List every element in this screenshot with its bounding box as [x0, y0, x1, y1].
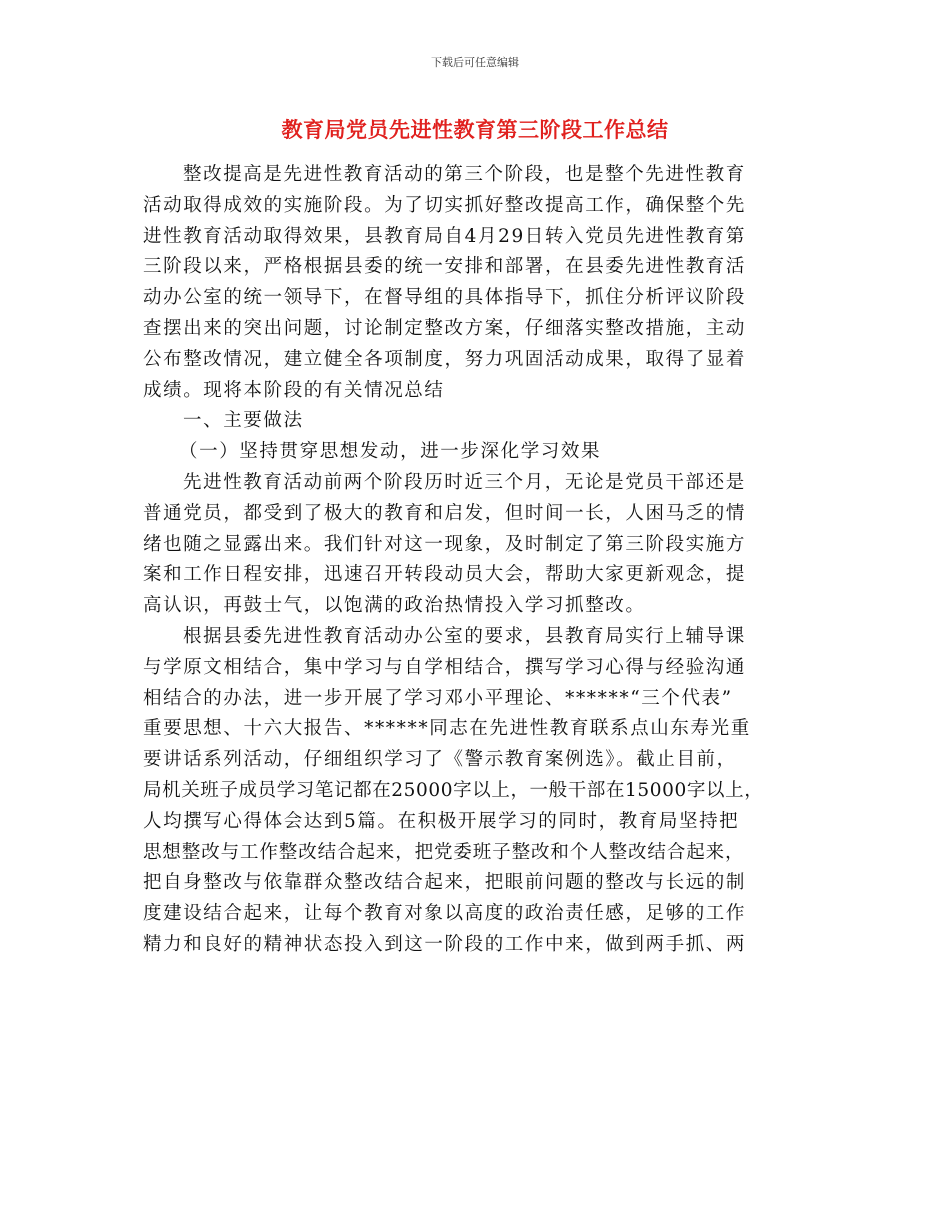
body-line: 成绩。现将本阶段的有关情况总结 [143, 379, 445, 401]
body-line: 思想整改与工作整改结合起来，把党委班子整改和个人整改结合起来， [143, 841, 745, 863]
body-line: 度建设结合起来，让每个教育对象以高度的政治责任感，足够的工作 [143, 903, 747, 925]
body-line: 普通党员，都受到了极大的教育和启发，但时间一长，人困马乏的情 [143, 502, 747, 524]
body-line: 高认识，再鼓士气，以饱满的政治热情投入学习抓整改。 [143, 595, 646, 617]
body-line: 整改提高是先进性教育活动的第三个阶段，也是整个先进性教育 [183, 164, 746, 185]
document-title: 教育局党员先进性教育第三阶段工作总结 [281, 117, 669, 142]
body-line: 把自身整改与依靠群众整改结合起来，把眼前问题的整改与长远的制 [143, 872, 747, 894]
body-line: 动办公室的统一领导下，在督导组的具体指导下，抓住分析评议阶段 [143, 287, 747, 309]
body-line: 根据县委先进性教育活动办公室的要求，县教育局实行上辅导课 [183, 625, 746, 647]
body-line: 先进性教育活动前两个阶段历时近三个月，无论是党员干部还是 [183, 471, 746, 493]
subsection-heading: （一）坚持贯穿思想发动，进一步深化学习效果 [179, 441, 602, 463]
body-line: 三阶段以来，严格根据县委的统一安排和部署，在县委先进性教育活 [143, 256, 747, 278]
document-body [143, 160, 823, 961]
header-note: 下载后可任意编辑 [431, 56, 519, 69]
body-line: 局机关班子成员学习笔记都在25000字以上，一般干部在15000字以上， [143, 779, 764, 801]
body-line: 与学原文相结合，集中学习与自学相结合，撰写学习心得与经验沟通 [143, 656, 747, 678]
body-line: 案和工作日程安排，迅速召开转段动员大会，帮助大家更新观念，提 [143, 564, 747, 586]
body-line: 绪也随之显露出来。我们针对这一现象，及时制定了第三阶段实施方 [143, 533, 747, 555]
body-line: 重要思想、十六大报告、******同志在先进性教育联系点山东寿光重 [143, 718, 751, 740]
body-line: 查摆出来的突出问题，讨论制定整改方案，仔细落实整改措施，主动 [143, 317, 747, 339]
body-line: 精力和良好的精神状态投入到这一阶段的工作中来，做到两手抓、两 [143, 933, 747, 955]
body-line: 人均撰写心得体会达到5篇。在积极开展学习的同时，教育局坚持把 [143, 810, 740, 832]
section-heading: 一、主要做法 [183, 410, 304, 432]
body-line: 活动取得成效的实施阶段。为了切实抓好整改提高工作，确保整个先 [143, 194, 747, 216]
body-line: 公布整改情况，建立健全各项制度，努力巩固活动成果，取得了显着 [143, 348, 747, 370]
body-line: 进性教育活动取得效果，县教育局自4月29日转入党员先进性教育第 [143, 225, 746, 247]
body-line: 相结合的办法，进一步开展了学习邓小平理论、******“三个代表” [143, 687, 733, 709]
body-line: 要讲话系列活动，仔细组织学习了《警示教育案例选》。截止目前， [143, 749, 737, 771]
